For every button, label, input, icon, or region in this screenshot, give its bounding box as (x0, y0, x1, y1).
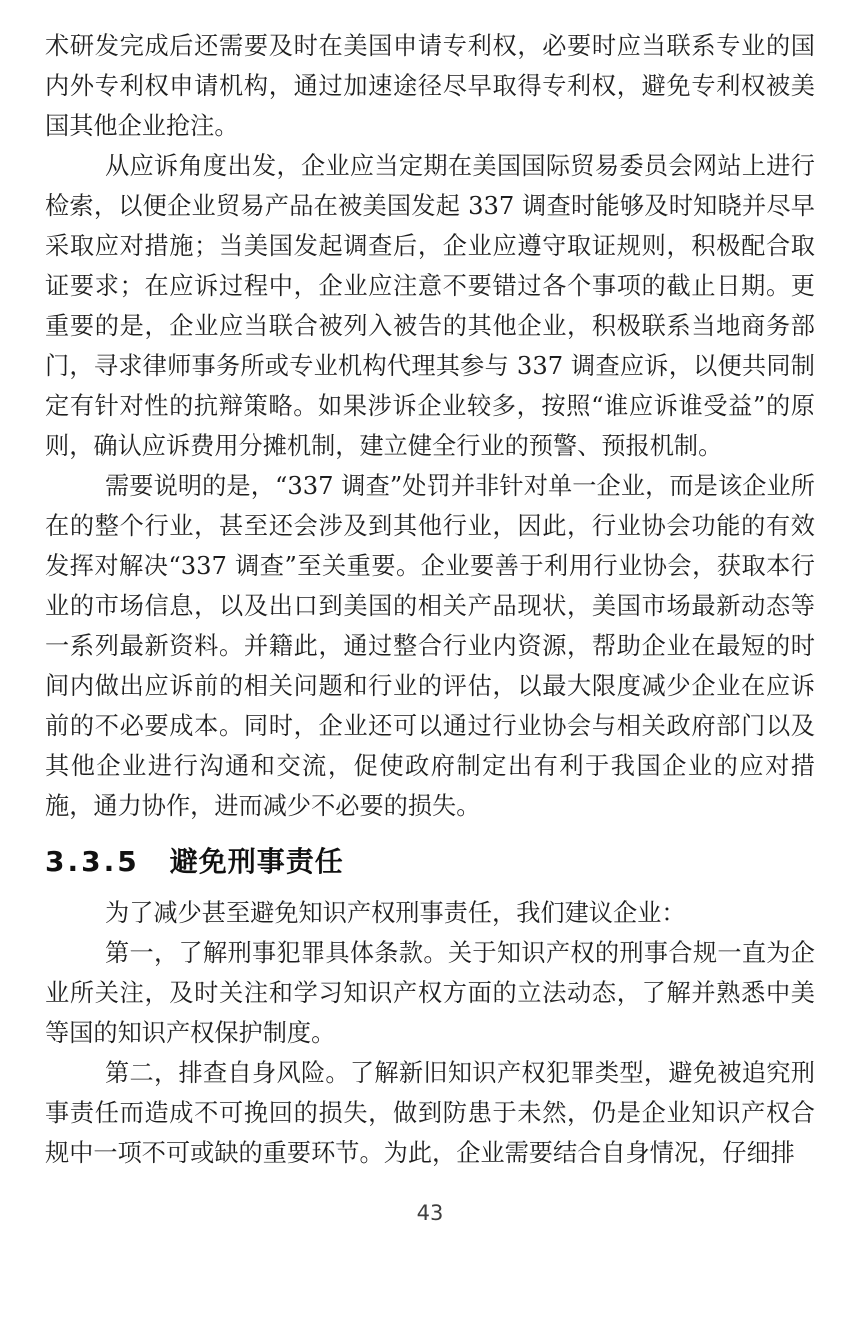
body-paragraph: 为了减少甚至避免知识产权刑事责任，我们建议企业： (105, 899, 686, 927)
body-paragraph: 第二，排查自身风险。了解新旧知识产权犯罪类型，避免被追究刑事责任而造成不可挽回的损失，做到防患于未然，仍是企业知识产权合规中一项不可或缺的重要环节。为此，企业需要结合自身情况，仔细排 (45, 1059, 815, 1167)
page-number: 43 (416, 1201, 444, 1225)
body-paragraph: 从应诉角度出发，企业应当定期在美国国际贸易委员会网站上进行检索，以便企业贸易产品在被美国发起 337 调查时能够及时知晓并尽早采取应对措施；当美国发起调查后，企业应遵守取证规则，积极配合取证要求；在应诉过程中，企业应注意不要错过各个事项的截止日期。更重要的是，企业应当联合被列入被告的其他企业，积极联系当地商务部门，寻求律师事务所或专业机构代理其参与 337 调查应诉，以便共同制定有针对性的抗辩策略。如果涉诉企业较多，按照“谁应诉谁受益”的原则，确认应诉费用分摊机制，建立健全行业的预警、预报机制。 (45, 152, 815, 460)
body-paragraph: 第一，了解刑事犯罪具体条款。关于知识产权的刑事合规一直为企业所关注，及时关注和学习知识产权方面的立法动态，了解并熟悉中美等国的知识产权保护制度。 (45, 939, 815, 1047)
section-heading-title: 避免刑事责任 (169, 845, 344, 878)
body-paragraph: 需要说明的是，“337 调查”处罚并非针对单一企业，而是该企业所在的整个行业，甚至还会涉及到其他行业，因此，行业协会功能的有效发挥对解决“337 调查”至关重要。企业要善于利用行业协会，获取本行业的市场信息，以及出口到美国的相关产品现状，美国市场最新动态等一系列最新资料。并籍此，通过整合行业内资源，帮助企业在最短的时间内做出应诉前的相关问题和行业的评估，以最大限度减少企业在应诉前的不必要成本。同时，企业还可以通过行业协会与相关政府部门以及其他企业进行沟通和交流，促使政府制定出有利于我国企业的应对措施，通力协作，进而减少不必要的损失。 (45, 472, 815, 820)
body-paragraph-continuation: 术研发完成后还需要及时在美国申请专利权，必要时应当联系专业的国内外专利权申请机构，通过加速途径尽早取得专利权，避免专利权被美国其他企业抢注。 (45, 32, 815, 140)
section-heading (45, 841, 815, 883)
section-heading-number: 3.3.5 (45, 845, 140, 878)
